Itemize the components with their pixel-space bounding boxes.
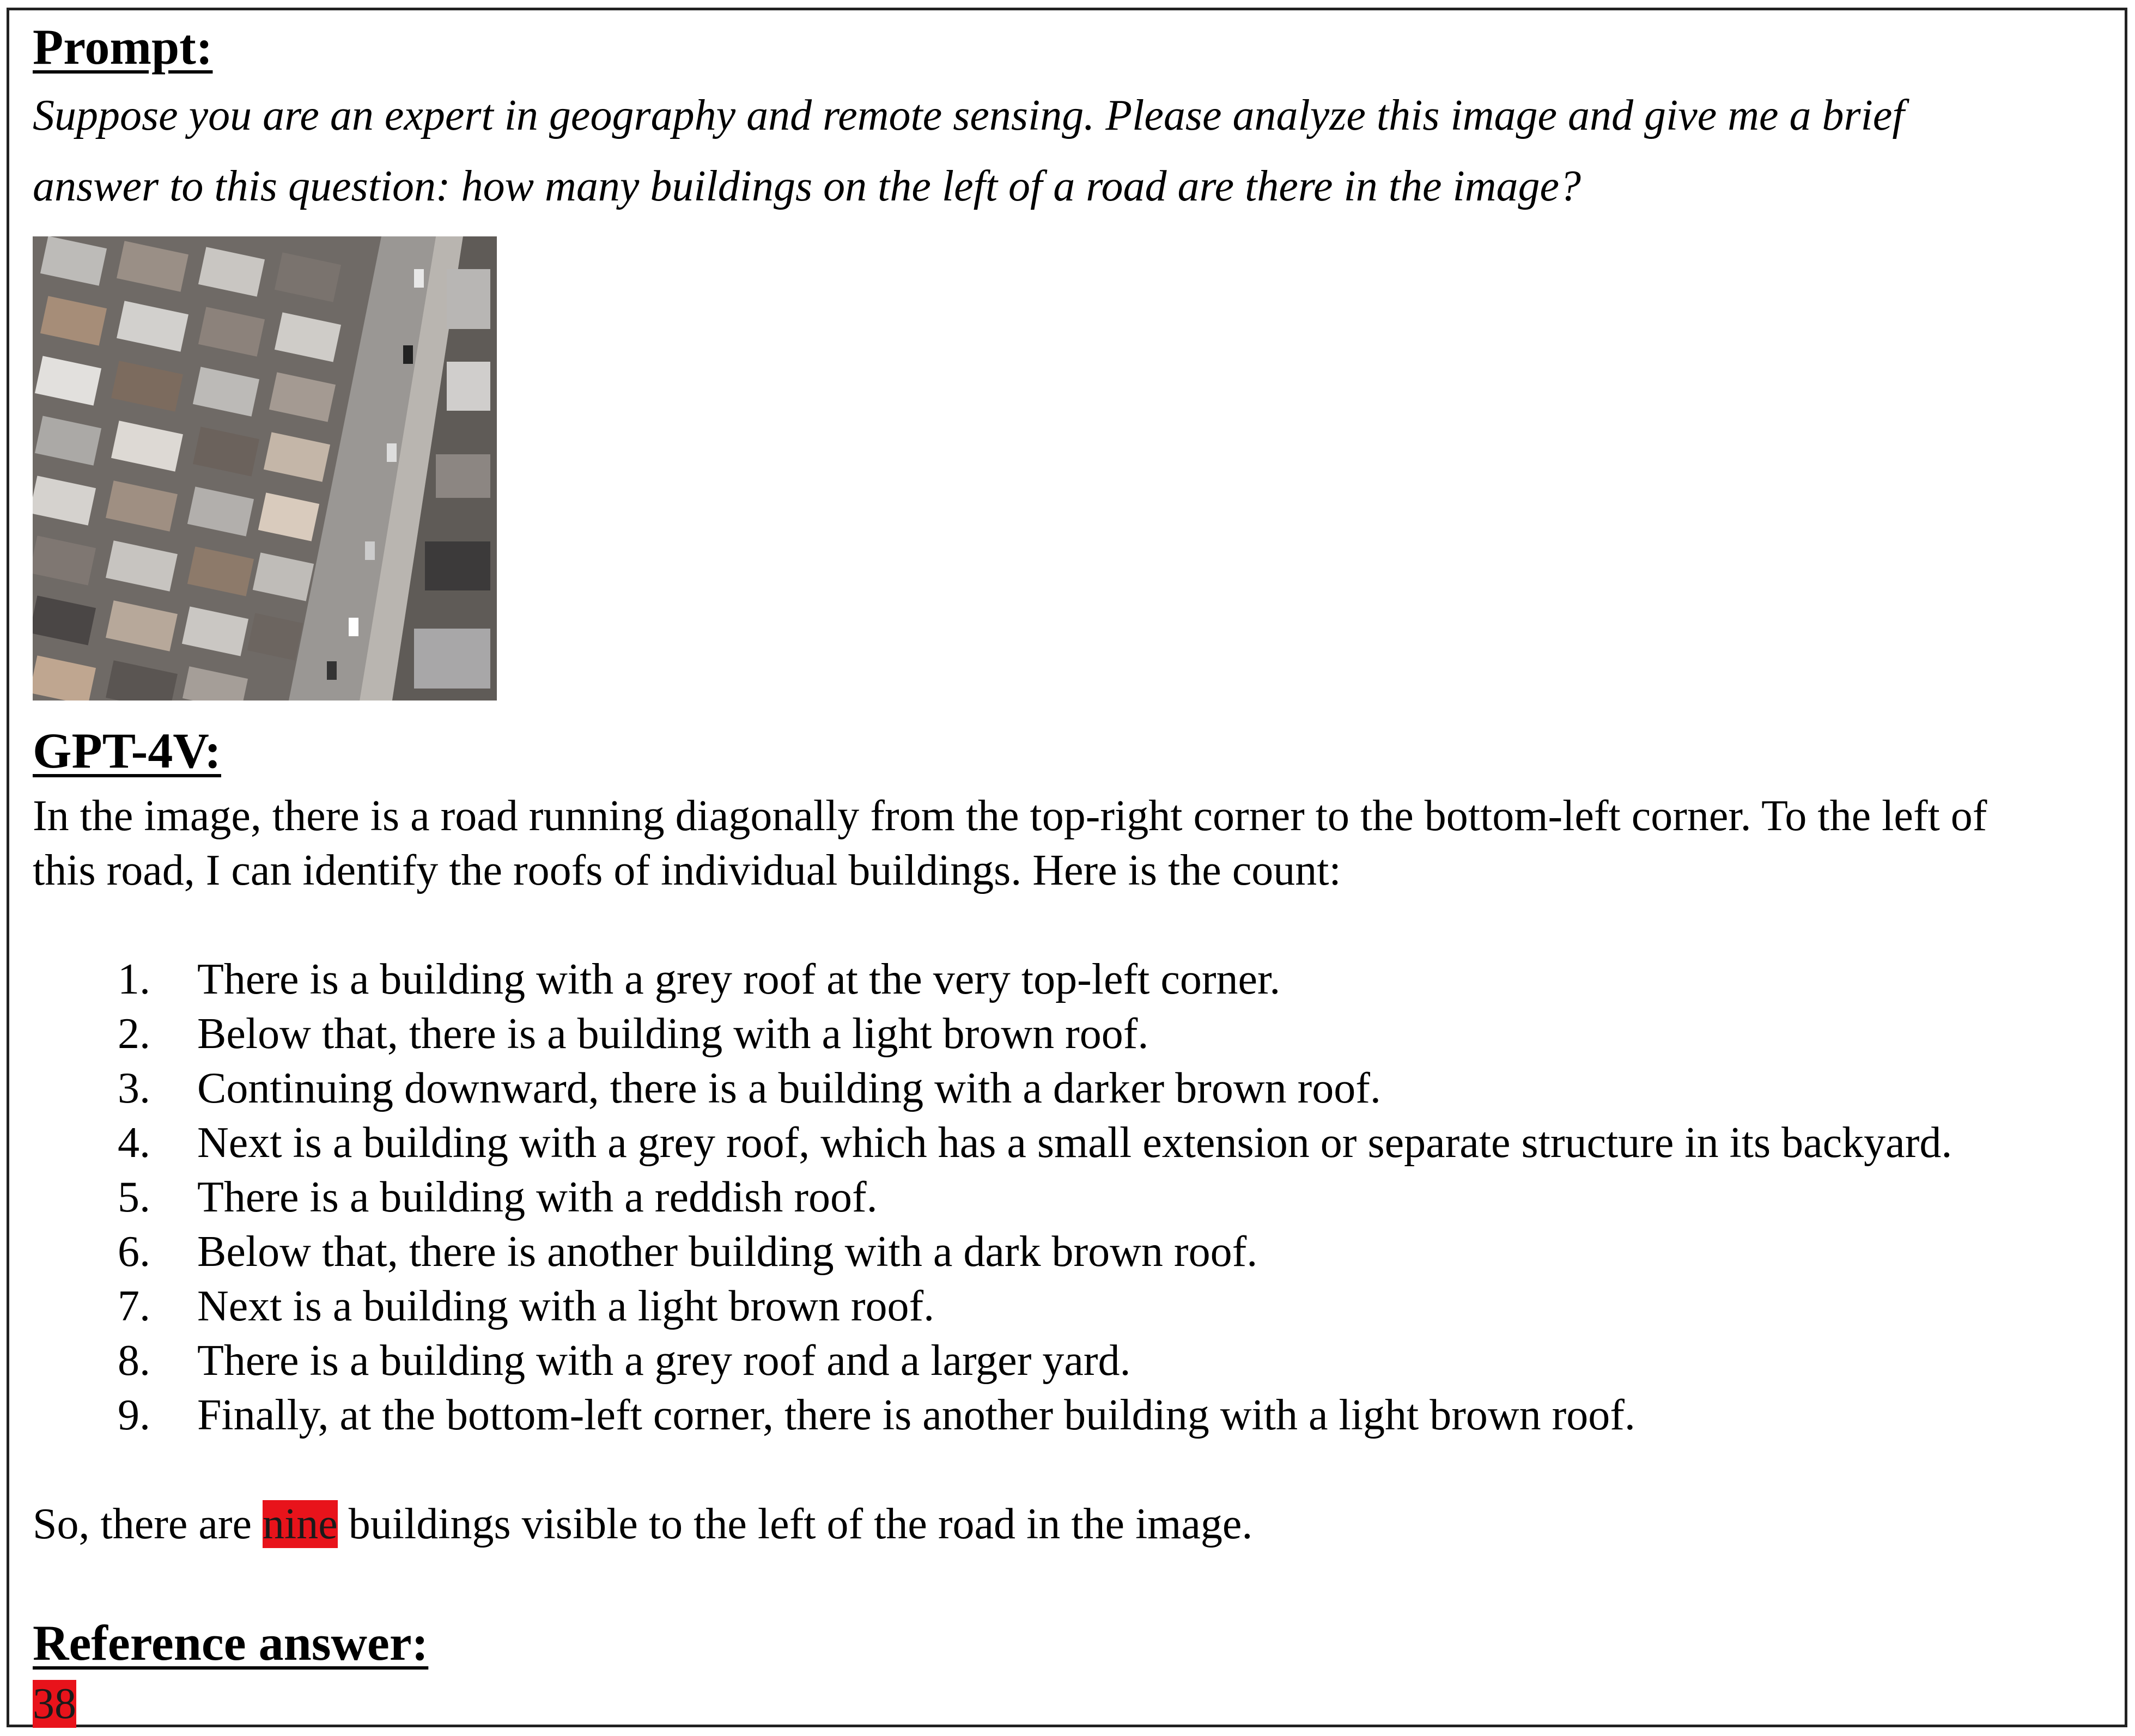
response-intro-line-1: In the image, there is a road running diagonally from the top-right corner to the bottom-left corner. To the left of bbox=[33, 792, 1987, 840]
conclusion-suffix: buildings visible to the left of the road in the image. bbox=[337, 1500, 1253, 1548]
list-item-number: 4. bbox=[118, 1119, 150, 1167]
response-conclusion bbox=[33, 1502, 1252, 1546]
list-item-number: 9. bbox=[118, 1391, 150, 1439]
prompt-line-1: Suppose you are an expert in geography and remote sensing. Please analyze this image and give me a brief bbox=[33, 92, 1905, 139]
list-item-number: 5. bbox=[118, 1173, 150, 1221]
list-item-number: 7. bbox=[118, 1282, 150, 1330]
reference-heading: Reference answer: bbox=[33, 1615, 429, 1671]
list-item-number: 3. bbox=[118, 1064, 150, 1112]
list-item-text: There is a building with a grey roof at the very top-left corner. bbox=[197, 955, 1281, 1003]
conclusion-highlight: nine bbox=[263, 1500, 338, 1548]
list-item-text: Below that, there is another building with a dark brown roof. bbox=[197, 1228, 1258, 1276]
list-item-number: 2. bbox=[118, 1010, 150, 1058]
response-heading: GPT-4V: bbox=[33, 723, 221, 778]
conclusion-prefix: So, there are bbox=[33, 1500, 263, 1548]
reference-answer-value: 38 bbox=[33, 1680, 76, 1728]
list-item-number: 8. bbox=[118, 1337, 150, 1385]
list-item-text: There is a building with a reddish roof. bbox=[197, 1173, 878, 1221]
list-item-text: Finally, at the bottom-left corner, there is another building with a light brown roof. bbox=[197, 1391, 1635, 1439]
prompt-heading: Prompt: bbox=[33, 19, 213, 75]
list-item-text: There is a building with a grey roof and a larger yard. bbox=[197, 1337, 1131, 1385]
prompt-line-2: answer to this question: how many buildings on the left of a road are there in the image? bbox=[33, 162, 1581, 210]
list-item-number: 1. bbox=[118, 955, 150, 1003]
list-item-text: Next is a building with a grey roof, which has a small extension or separate structure in its backyard. bbox=[197, 1119, 1952, 1167]
response-intro-line-2: this road, I can identify the roofs of individual buildings. Here is the count: bbox=[33, 846, 1341, 894]
list-item-text: Below that, there is a building with a light brown roof. bbox=[197, 1010, 1149, 1058]
list-item-text: Continuing downward, there is a building with a darker brown roof. bbox=[197, 1064, 1381, 1112]
aerial-residential-photo-icon bbox=[33, 236, 497, 701]
reference-answer bbox=[33, 1682, 76, 1726]
list-item-text: Next is a building with a light brown roof. bbox=[197, 1282, 935, 1330]
list-item-number: 6. bbox=[118, 1228, 150, 1276]
